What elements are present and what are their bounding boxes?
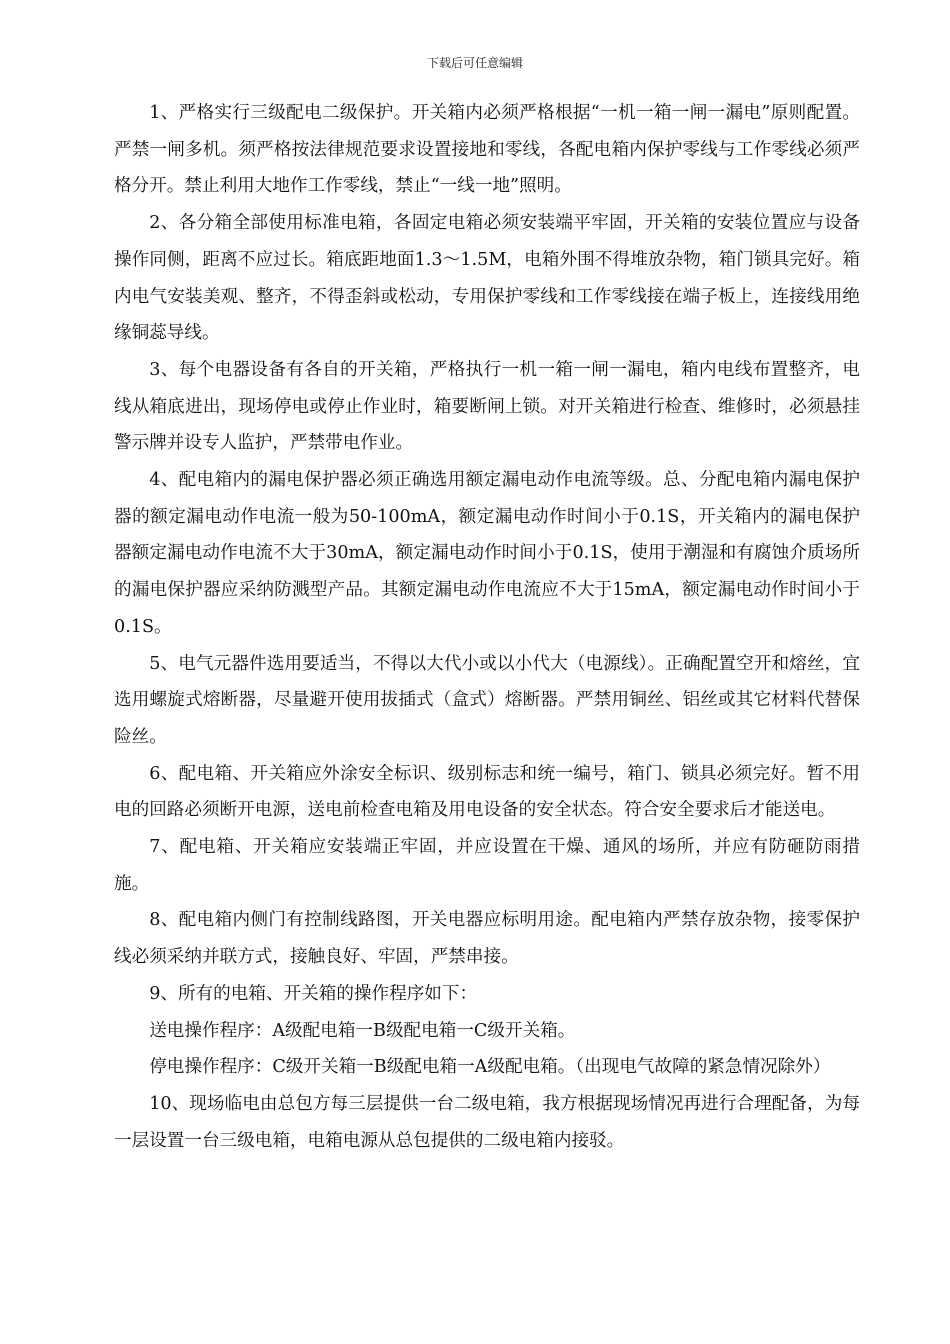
power-on-procedure: 送电操作程序：A级配电箱一B级配电箱一C级开关箱。 — [149, 1020, 576, 1041]
paragraph-1: 1、严格实行三级配电二级保护。开关箱内必须严格根据“一机一箱一闸一漏电”原则配置。严禁一闸多机。须严格按法律规范要求设置接地和零线，各配电箱内保护零线与工作零线必须严格分开。禁止利用大地作工作零线，禁止“一线一地”照明。 — [114, 103, 860, 197]
paragraph-7: 7、配电箱、开关箱应安装端正牢固，并应设置在干燥、通风的场所，并应有防砸防雨措施。 — [114, 837, 860, 894]
paragraph-10: 10、现场临电由总包方每三层提供一台二级电箱，我方根据现场情况再进行合理配备，为每一层设置一台三级电箱，电箱电源从总包提供的二级电箱内接驳。 — [114, 1093, 860, 1151]
paragraph-6: 6、配电箱、开关箱应外涂安全标识、级别标志和统一编号，箱门、锁具必须完好。暂不用电的回路必须断开电源，送电前检查电箱及用电设备的安全状态。符合安全要求后才能送电。 — [114, 763, 860, 821]
paragraph-9: 9、所有的电箱、开关箱的操作程序如下： — [149, 983, 478, 1004]
power-off-procedure: 停电操作程序：C级开关箱一B级配电箱一A级配电箱。（出现电气故障的紧急情况除外） — [149, 1057, 831, 1078]
paragraph-8: 8、配电箱内侧门有控制线路图，开关电器应标明用途。配电箱内严禁存放杂物，接零保护线必须采纳并联方式，接触良好、牢固，严禁串接。 — [114, 910, 860, 968]
document-body — [114, 95, 860, 1159]
paragraph-5: 5、电气元器件选用要适当，不得以大代小或以小代大（电源线）。正确配置空开和熔丝，宜选用螺旋式熔断器，尽量避开使用拔插式（盒式）熔断器。严禁用铜丝、铝丝或其它材料代替保险丝。 — [114, 653, 860, 747]
paragraph-3: 3、每个电器设备有各自的开关箱，严格执行一机一箱一闸一漏电，箱内电线布置整齐，电线从箱底进出，现场停电或停止作业时，箱要断闸上锁。对开关箱进行检查、维修时，必须悬挂警示牌并设专人监护，严禁带电作业。 — [114, 359, 860, 454]
page-header: 下载后可任意编辑 — [426, 56, 523, 70]
paragraph-2: 2、各分箱全部使用标准电箱，各固定电箱必须安装端平牢固，开关箱的安装位置应与设备操作同侧，距离不应过长。箱底距地面1.3～1.5M，电箱外围不得堆放杂物，箱门锁具完好。箱内电气安装美观、整齐，不得歪斜或松动，专用保护零线和工作零线接在端子板上，连接线用绝缘铜蕊导线。 — [114, 213, 860, 344]
paragraph-4: 4、配电箱内的漏电保护器必须正确选用额定漏电动作电流等级。总、分配电箱内漏电保护器的额定漏电动作电流一般为50-100mA，额定漏电动作时间小于0.1S，开关箱内的漏电保护器额定漏电动作电流不大于30mA，额定漏电动作时间小于0.1S，使用于潮湿和有腐蚀介质场所的漏电保护器应采纳防溅型产品。其额定漏电动作电流应不大于15mA，额定漏电动作时间小于0.1S。 — [114, 470, 860, 637]
